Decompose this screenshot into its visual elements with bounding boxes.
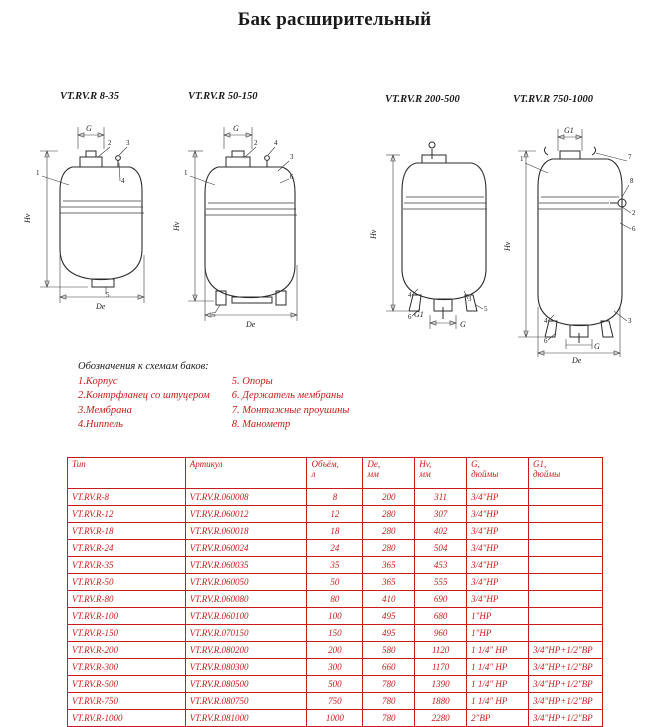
cell-type: VT.RV.R-24 [68, 540, 186, 557]
cell-de: 580 [363, 642, 415, 659]
column-header-sub: мм [419, 469, 431, 480]
cell-article: VT.RV.R.060035 [185, 557, 307, 574]
column-header-main: Тип [72, 459, 86, 469]
cell-de: 780 [363, 676, 415, 693]
specifications-table-wrap [67, 457, 603, 727]
cell-g: 1 1/4" НР [467, 676, 529, 693]
cell-type: VT.RV.R-150 [68, 625, 186, 642]
svg-text:4: 4 [408, 291, 412, 299]
cell-g1 [528, 489, 602, 506]
drawings-row [0, 39, 669, 365]
cell-g: 2"ВР [467, 710, 529, 727]
svg-text:G1: G1 [414, 310, 424, 319]
model-label-1: VT.RV.R 8-35 [60, 91, 120, 102]
cell-g1 [528, 540, 602, 557]
column-header-de [363, 458, 415, 489]
cell-g: 1 1/4" НР [467, 659, 529, 676]
column-header-hv [415, 458, 467, 489]
cell-de: 780 [363, 710, 415, 727]
table-row [68, 710, 603, 727]
legend-item-7: 7. Монтажные проушины [231, 404, 350, 416]
cell-hv: 690 [415, 591, 467, 608]
cell-de: 780 [363, 693, 415, 710]
cell-de: 495 [363, 608, 415, 625]
cell-g: 3/4"НР [467, 523, 529, 540]
cell-type: VT.RV.R-1000 [68, 710, 186, 727]
cell-g: 3/4"НР [467, 591, 529, 608]
table-row [68, 693, 603, 710]
table-row [68, 591, 603, 608]
table-row [68, 540, 603, 557]
cell-volume: 50 [307, 574, 363, 591]
cell-hv: 402 [415, 523, 467, 540]
model-label-2: VT.RV.R 50-150 [188, 91, 258, 102]
cell-type: VT.RV.R-100 [68, 608, 186, 625]
cell-type: VT.RV.R-200 [68, 642, 186, 659]
cell-type: VT.RV.R-12 [68, 506, 186, 523]
table-header-row [68, 458, 603, 489]
cell-g1: 3/4"НР+1/2"ВР [528, 642, 602, 659]
cell-volume: 8 [307, 489, 363, 506]
cell-type: VT.RV.R-8 [68, 489, 186, 506]
column-header-g [467, 458, 529, 489]
cell-volume: 24 [307, 540, 363, 557]
svg-text:5: 5 [484, 305, 488, 313]
column-header-type [68, 458, 186, 489]
column-header-main: Артикул [189, 459, 223, 469]
cell-de: 280 [363, 540, 415, 557]
column-header-sub: л [311, 469, 316, 480]
cell-g1: 3/4"НР+1/2"ВР [528, 710, 602, 727]
cell-g: 3/4"НР [467, 540, 529, 557]
model-label-3: VT.RV.R 200-500 [385, 94, 460, 105]
cell-type: VT.RV.R-18 [68, 523, 186, 540]
svg-text:G: G [460, 320, 466, 329]
cell-volume: 1000 [307, 710, 363, 727]
cell-hv: 1880 [415, 693, 467, 710]
svg-text:De: De [572, 356, 582, 365]
specifications-table [67, 457, 603, 727]
cell-article: VT.RV.R.080300 [185, 659, 307, 676]
legend-item-3: 3.Мембрана [78, 404, 132, 416]
svg-text:Hv: Hv [172, 221, 181, 231]
svg-text:4: 4 [274, 139, 278, 147]
svg-text:5: 5 [106, 291, 110, 299]
cell-hv: 680 [415, 608, 467, 625]
cell-g1 [528, 523, 602, 540]
cell-hv: 960 [415, 625, 467, 642]
cell-type: VT.RV.R-500 [68, 676, 186, 693]
cell-article: VT.RV.R.081000 [185, 710, 307, 727]
legend-item-2: 2.Контрфланец со штуцером [78, 390, 210, 402]
svg-text:6: 6 [632, 225, 636, 233]
cell-article: VT.RV.R.060018 [185, 523, 307, 540]
cell-g1: 3/4"НР+1/2"ВР [528, 676, 602, 693]
svg-text:De: De [96, 302, 106, 311]
legend-item-4: 4.Ниппель [78, 419, 123, 431]
cell-de: 280 [363, 523, 415, 540]
cell-de: 495 [363, 625, 415, 642]
table-row [68, 574, 603, 591]
svg-text:2: 2 [254, 139, 258, 147]
cell-de: 280 [363, 506, 415, 523]
svg-text:De: De [246, 320, 256, 329]
cell-g: 3/4"НР [467, 574, 529, 591]
legend-item-8: 8. Манометр [231, 419, 291, 431]
cell-hv: 1390 [415, 676, 467, 693]
svg-text:1: 1 [184, 169, 188, 177]
column-header-g1 [528, 458, 602, 489]
svg-text:8: 8 [630, 177, 634, 185]
cell-volume: 750 [307, 693, 363, 710]
drawing-vt-rv-r-8-35 [22, 105, 187, 320]
column-header-article [185, 458, 307, 489]
legend-item-6: 6. Держатель мембраны [231, 390, 344, 402]
table-row [68, 625, 603, 642]
column-header-main: G, [471, 459, 480, 469]
cell-g1: 3/4"НР+1/2"ВР [528, 659, 602, 676]
svg-text:3: 3 [468, 295, 472, 303]
cell-g1 [528, 506, 602, 523]
drawing-vt-rv-r-50-150 [172, 105, 347, 330]
svg-text:4: 4 [121, 177, 125, 185]
drawing-vt-rv-r-750-1000 [498, 111, 658, 365]
cell-g: 1 1/4" НР [467, 693, 529, 710]
table-row [68, 659, 603, 676]
cell-type: VT.RV.R-750 [68, 693, 186, 710]
svg-text:2: 2 [108, 139, 112, 147]
cell-type: VT.RV.R-80 [68, 591, 186, 608]
cell-hv: 1170 [415, 659, 467, 676]
table-row [68, 676, 603, 693]
cell-hv: 307 [415, 506, 467, 523]
cell-article: VT.RV.R.080200 [185, 642, 307, 659]
svg-text:4: 4 [544, 317, 548, 325]
column-header-main: G1, [532, 459, 547, 469]
table-row [68, 642, 603, 659]
svg-text:6: 6 [408, 313, 412, 321]
cell-volume: 18 [307, 523, 363, 540]
cell-article: VT.RV.R.060024 [185, 540, 307, 557]
legend-item-5: 5. Опоры [231, 376, 273, 387]
svg-text:3: 3 [628, 317, 632, 325]
cell-g1 [528, 557, 602, 574]
column-header-volume [307, 458, 363, 489]
cell-article: VT.RV.R.060050 [185, 574, 307, 591]
cell-type: VT.RV.R-50 [68, 574, 186, 591]
column-header-main: Hv, [419, 459, 432, 469]
svg-text:G: G [233, 124, 239, 133]
cell-g1 [528, 608, 602, 625]
svg-text:1: 1 [520, 155, 524, 163]
cell-g: 1"НР [467, 625, 529, 642]
cell-article: VT.RV.R.060012 [185, 506, 307, 523]
cell-volume: 35 [307, 557, 363, 574]
legend-title: Обозначения к схемам баков: [78, 361, 209, 372]
cell-hv: 2280 [415, 710, 467, 727]
svg-text:6: 6 [290, 173, 294, 181]
cell-article: VT.RV.R.060008 [185, 489, 307, 506]
cell-volume: 200 [307, 642, 363, 659]
svg-text:G1: G1 [564, 126, 574, 135]
svg-text:5: 5 [212, 311, 216, 319]
cell-g: 1"НР [467, 608, 529, 625]
cell-volume: 500 [307, 676, 363, 693]
legend-item-1: 1.Корпус [78, 376, 118, 387]
page-title: Бак расширительный [237, 9, 432, 30]
table-row [68, 523, 603, 540]
cell-volume: 80 [307, 591, 363, 608]
svg-text:G: G [86, 124, 92, 133]
column-header-sub: мм [367, 469, 379, 480]
cell-article: VT.RV.R.080750 [185, 693, 307, 710]
column-header-main: De, [367, 459, 381, 469]
table-row [68, 489, 603, 506]
cell-de: 410 [363, 591, 415, 608]
table-row [68, 608, 603, 625]
cell-article: VT.RV.R.080500 [185, 676, 307, 693]
cell-g: 3/4"НР [467, 489, 529, 506]
cell-type: VT.RV.R-300 [68, 659, 186, 676]
svg-text:Hv: Hv [369, 229, 378, 239]
cell-g: 3/4"НР [467, 557, 529, 574]
column-header-sub: дюймы [532, 469, 561, 480]
column-header-main: Объём, [311, 459, 339, 469]
svg-text:Hv: Hv [23, 213, 32, 223]
svg-text:3: 3 [290, 153, 294, 161]
svg-text:2: 2 [632, 209, 636, 217]
cell-de: 200 [363, 489, 415, 506]
document-page [0, 9, 669, 723]
cell-hv: 555 [415, 574, 467, 591]
cell-volume: 100 [307, 608, 363, 625]
cell-g1 [528, 591, 602, 608]
cell-volume: 150 [307, 625, 363, 642]
cell-article: VT.RV.R.060080 [185, 591, 307, 608]
cell-g1 [528, 574, 602, 591]
table-row [68, 557, 603, 574]
svg-text:G: G [594, 342, 600, 351]
column-header-sub: дюймы [471, 469, 499, 480]
legend-column-right [232, 375, 350, 432]
cell-hv: 504 [415, 540, 467, 557]
cell-hv: 453 [415, 557, 467, 574]
drawing-vt-rv-r-200-500 [368, 111, 518, 336]
cell-volume: 300 [307, 659, 363, 676]
cell-g1: 3/4"НР+1/2"ВР [528, 693, 602, 710]
cell-g: 3/4"НР [467, 506, 529, 523]
cell-hv: 311 [415, 489, 467, 506]
cell-de: 365 [363, 574, 415, 591]
cell-article: VT.RV.R.060100 [185, 608, 307, 625]
svg-text:7: 7 [628, 153, 632, 161]
cell-article: VT.RV.R.070150 [185, 625, 307, 642]
model-label-4: VT.RV.R 750-1000 [513, 94, 594, 105]
svg-text:6: 6 [544, 337, 548, 345]
cell-volume: 12 [307, 506, 363, 523]
cell-hv: 1120 [415, 642, 467, 659]
svg-text:1: 1 [36, 169, 40, 177]
cell-g1 [528, 625, 602, 642]
legend-column-left [78, 375, 210, 432]
cell-de: 660 [363, 659, 415, 676]
legend-block [78, 361, 408, 432]
svg-text:3: 3 [126, 139, 130, 147]
table-row [68, 506, 603, 523]
cell-de: 365 [363, 557, 415, 574]
cell-type: VT.RV.R-35 [68, 557, 186, 574]
svg-text:Hv: Hv [503, 241, 512, 251]
cell-g: 1 1/4" НР [467, 642, 529, 659]
